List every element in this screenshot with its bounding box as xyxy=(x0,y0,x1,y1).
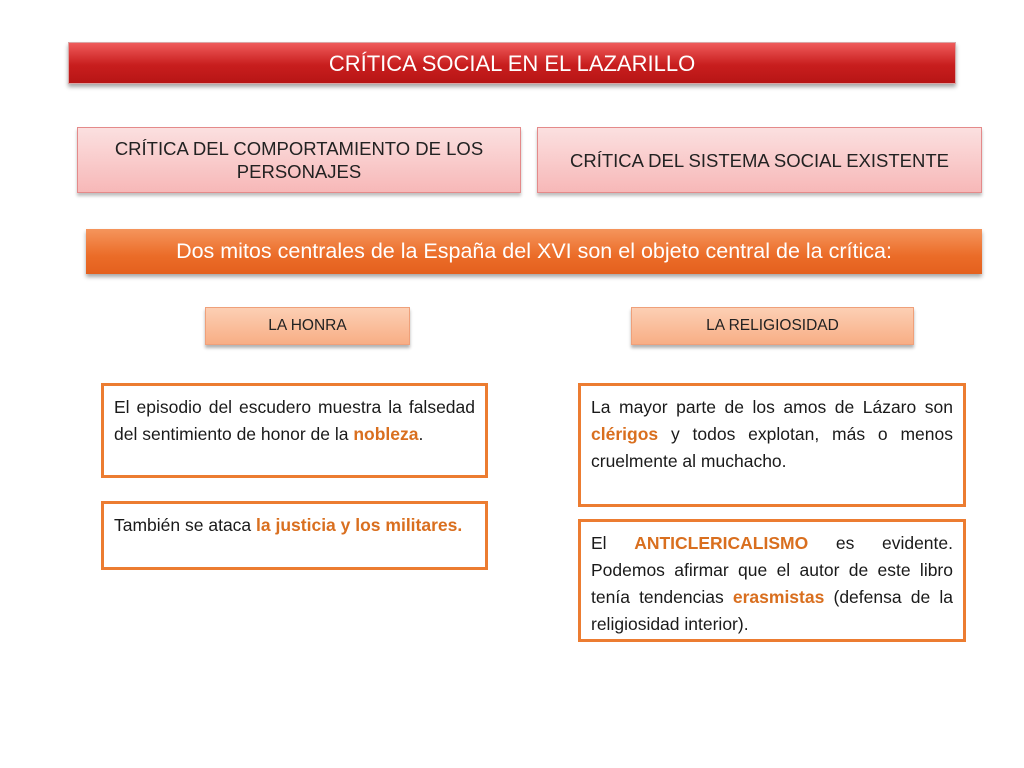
erasmistas-highlight: erasmistas xyxy=(732,587,825,607)
clerigos-highlight: clérigos xyxy=(591,424,659,444)
label-honra: LA HONRA xyxy=(205,307,410,345)
anticlericalismo-highlight: ANTICLERICALISMO xyxy=(634,533,809,553)
anticlericalismo-text-mid: es evidente. Podemos afirmar que el autor de este libro tenía tendencias xyxy=(591,533,953,607)
anticlericalismo-text-end: (defensa de la religiosidad interior). xyxy=(591,587,953,634)
critica-comportamiento-text: CRÍTICA DEL COMPORTAMIENTO DE LOS PERSONAJES xyxy=(114,138,484,182)
mitos-banner: Dos mitos centrales de la España del XVI son el objeto central de la crítica: xyxy=(86,229,982,274)
critica-sistema-text: CRÍTICA DEL SISTEMA SOCIAL EXISTENTE xyxy=(570,149,949,171)
anticlericalismo-textbox xyxy=(578,519,966,642)
amos-text: La mayor parte de los amos de Lázaro son xyxy=(591,397,953,417)
escudero-text-end: . xyxy=(418,424,424,444)
escudero-text: El episodio del escudero muestra la falsedad del sentimiento de honor de la xyxy=(114,397,475,444)
diagram-title: CRÍTICA SOCIAL EN EL LAZARILLO xyxy=(68,42,956,84)
anticlericalismo-text-start: El xyxy=(591,533,635,553)
amos-textbox xyxy=(578,383,966,507)
nobleza-highlight: nobleza xyxy=(353,424,419,444)
critica-sistema-box xyxy=(537,127,982,193)
label-religiosidad: LA RELIGIOSIDAD xyxy=(631,307,914,345)
amos-text-end: y todos explotan, más o menos cruelmente al muchacho. xyxy=(591,424,953,471)
justicia-text: También se ataca xyxy=(114,515,257,535)
justicia-highlight: la justicia y los militares. xyxy=(256,515,463,535)
escudero-textbox xyxy=(101,383,488,478)
justicia-textbox xyxy=(101,501,488,570)
critica-comportamiento-box xyxy=(77,127,521,193)
